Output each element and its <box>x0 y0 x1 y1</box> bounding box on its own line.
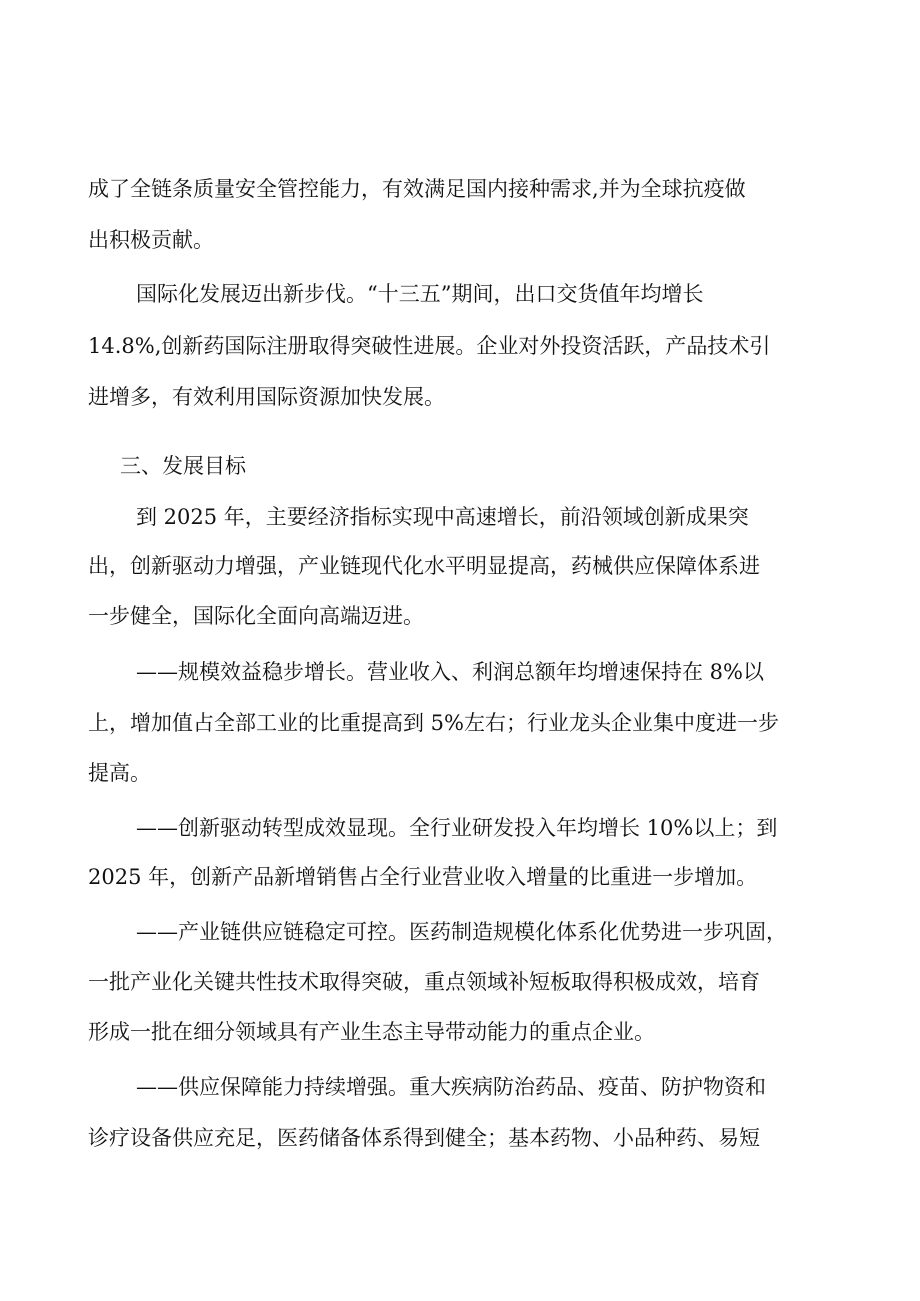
text-line: 2025 年，创新产品新增销售占全行业营业收入增量的比重进一步增加。 <box>88 865 758 889</box>
text-line: 一步健全，国际化全面向高端迈进。 <box>88 604 424 628</box>
text-line: ——产业链供应链稳定可控。医药制造规模化体系化优势进一步巩固， <box>136 920 787 944</box>
text-line: 出，创新驱动力增强，产业链现代化水平明显提高，药械供应保障体系进 <box>88 554 760 578</box>
text-line: 成了全链条质量安全管控能力，有效满足国内接种需求,并为全球抗疫做 <box>88 177 746 201</box>
text-line: 上，增加值占全部工业的比重提高到 5%左右；行业龙头企业集中度进一步 <box>88 711 779 735</box>
text-line: ——供应保障能力持续增强。重大疾病防治药品、疫苗、防护物资和 <box>136 1075 766 1099</box>
section-heading: 三、发展目标 <box>120 454 246 478</box>
text-line: 到 2025 年，主要经济指标实现中高速增长，前沿领域创新成果突 <box>136 505 749 529</box>
text-line: 诊疗设备供应充足，医药储备体系得到健全；基本药物、小品种药、易短 <box>88 1126 760 1150</box>
text-line: 一批产业化关键共性技术取得突破，重点领域补短板取得积极成效，培育 <box>88 970 760 994</box>
text-line: 形成一批在细分领域具有产业生态主导带动能力的重点企业。 <box>88 1020 655 1044</box>
text-line: ——规模效益稳步增长。营业收入、利润总额年均增速保持在 8%以 <box>136 660 764 684</box>
text-line: 国际化发展迈出新步伐。“十三五”期间，出口交货值年均增长 <box>136 282 704 306</box>
text-line: 出积极贡献。 <box>88 228 214 252</box>
text-line: 进增多，有效利用国际资源加快发展。 <box>88 385 445 409</box>
text-line: ——创新驱动转型成效显现。全行业研发投入年均增长 10%以上；到 <box>136 816 778 840</box>
text-line: 14.8%,创新药国际注册取得突破性进展。企业对外投资活跃，产品技术引 <box>88 334 771 358</box>
text-line: 提高。 <box>88 761 151 785</box>
